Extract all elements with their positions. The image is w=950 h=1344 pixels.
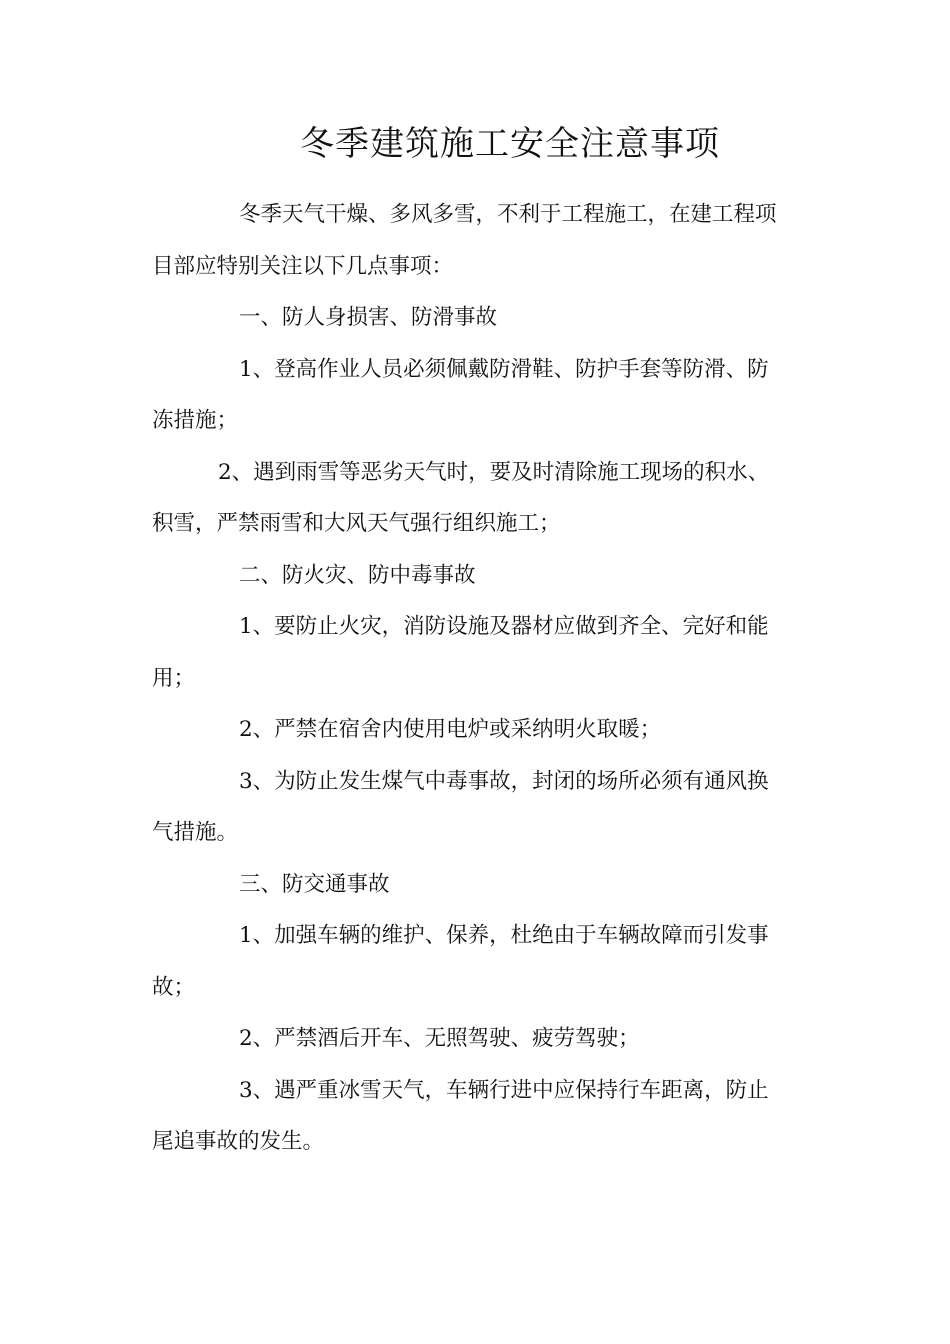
item-3-3-line-2: 尾追事故的发生。 [152,1129,325,1154]
item-1-2-line-2: 积雪，严禁雨雪和大风天气强行组织施工； [152,511,561,536]
section-heading-2: 二、防火灾、防中毒事故 [239,562,476,588]
section-heading-1: 一、防人身损害、防滑事故 [239,305,498,330]
document-body [152,189,804,1168]
intro-line-2: 目部应特别关注以下几点事项： [152,253,454,279]
item-3-1-line-2: 故； [152,974,196,1000]
item-3-2-line-1: 2、严禁酒后开车、无照驾驶、疲劳驾驶； [239,1026,640,1051]
item-3-1-line-1: 1、加强车辆的维护、保养，杜绝由于车辆故障而引发事 [239,923,769,948]
item-2-3-line-1: 3、为防止发生煤气中毒事故，封闭的场所必须有通风换 [239,768,769,794]
item-1-1-line-1: 1、登高作业人员必须佩戴防滑鞋、防护手套等防滑、防 [239,356,769,382]
item-2-1-line-2: 用； [152,665,196,691]
item-1-2-line-1: 2、遇到雨雪等恶劣天气时，要及时清除施工现场的积水、 [218,459,770,485]
item-2-1-line-1: 1、要防止火灾，消防设施及器材应做到齐全、完好和能 [239,614,769,639]
item-2-2-line-1: 2、严禁在宿舍内使用电炉或采纳明火取暖； [239,717,662,742]
item-3-3-line-1: 3、遇严重冰雪天气，车辆行进中应保持行车距离，防止 [239,1077,769,1103]
item-1-1-line-2: 冻措施； [152,408,239,433]
document-title: 冬季建筑施工安全注意事项 [300,124,720,164]
section-heading-3: 三、防交通事故 [239,871,390,897]
intro-line-1: 冬季天气干燥、多风多雪，不利于工程施工，在建工程项 [239,202,777,227]
item-2-3-line-2: 气措施。 [152,820,239,845]
